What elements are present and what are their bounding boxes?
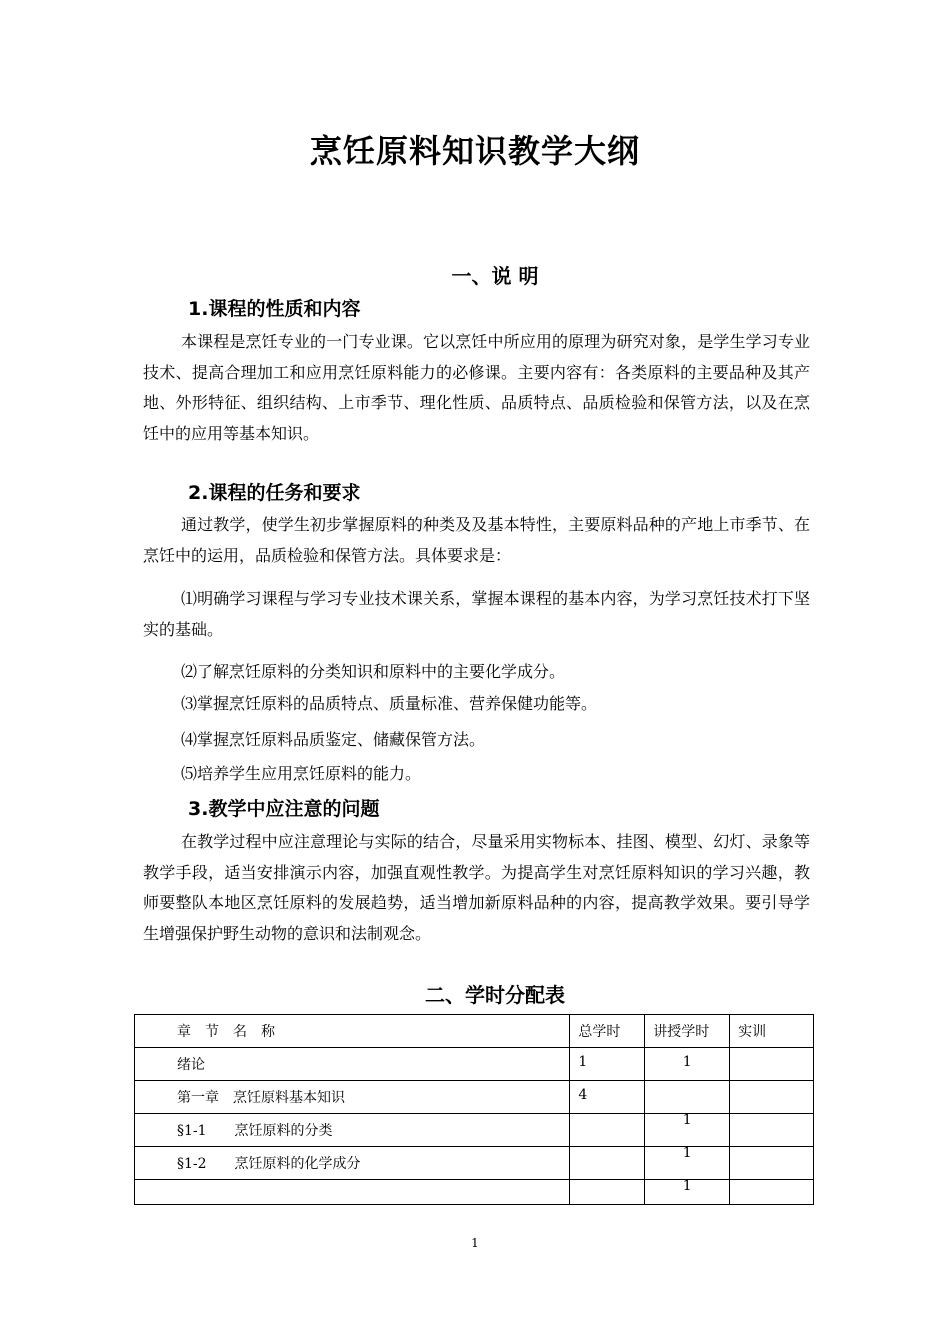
practice-cell [730, 1081, 814, 1114]
chapter-name-cell: §1-1 烹饪原料的分类 [135, 1114, 570, 1147]
lecture-hours-cell: 1 [645, 1180, 730, 1205]
requirement-item-3: ⑶掌握烹饪原料的品质特点、质量标准、营养保健功能等。 [181, 694, 598, 713]
practice-cell [730, 1114, 814, 1147]
paragraph-teaching-notes: 在教学过程中应注意理论与实际的结合，尽量采用实物标本、挂图、模型、幻灯、录象等教学手段，适当安排演示内容，加强直观性教学。为提高学生对烹饪原料知识的学习兴趣，教师要整队本地区烹饪原料的发展趋势，适当增加新原料品种的内容，提高教学效果。要引导学生增强保护野生动物的意识和法制观念。 [143, 832, 810, 943]
header-lecture-hours: 讲授学时 [645, 1015, 730, 1048]
header-total-hours: 总学时 [570, 1015, 645, 1048]
table-header-row [135, 1015, 814, 1048]
total-hours-cell [570, 1147, 645, 1180]
practice-cell [730, 1147, 814, 1180]
requirement-item-4: ⑷掌握烹饪原料品质鉴定、储藏保管方法。 [181, 730, 486, 749]
table-row [135, 1147, 814, 1180]
requirement-item-2: ⑵了解烹饪原料的分类知识和原料中的主要化学成分。 [181, 662, 566, 681]
total-hours-cell: 1 [570, 1048, 645, 1081]
practice-cell [730, 1048, 814, 1081]
paragraph-course-nature: 本课程是烹饪专业的一门专业课。它以烹饪中所应用的原理为研究对象，是学生学习专业技术、提高合理加工和应用烹饪原料能力的必修课。主要内容有：各类原料的主要品种及其产地、外形特征、组织结构、上市季节、理化性质、品质特点、品质检验和保管方法，以及在烹饪中的应用等基本知识。 [143, 332, 810, 443]
paragraph-course-tasks: 通过教学，使学生初步掌握原料的种类及及基本特性，主要原料品种的产地上市季节、在烹饪中的运用，品质检验和保管方法。具体要求是： [143, 515, 810, 565]
chapter-name-cell: 第一章 烹饪原料基本知识 [135, 1081, 570, 1114]
header-chapter-name: 章 节 名 称 [135, 1015, 570, 1048]
total-hours-cell [570, 1180, 645, 1205]
document-title: 烹饪原料知识教学大纲 [309, 132, 640, 170]
hours-allocation-table [134, 1014, 814, 1205]
chapter-name-cell: §1-2 烹饪原料的化学成分 [135, 1147, 570, 1180]
subheading-teaching-notes: 3.教学中应注意的问题 [188, 798, 380, 820]
table-row [135, 1114, 814, 1147]
practice-cell [730, 1180, 814, 1205]
requirement-item-5: ⑸培养学生应用烹饪原料的能力。 [181, 764, 422, 783]
table-row [135, 1180, 814, 1205]
total-hours-cell [570, 1114, 645, 1147]
section-heading-description: 一、说 明 [451, 264, 539, 288]
page-number: 1 [471, 1236, 479, 1250]
lecture-hours-cell: 1 [645, 1048, 730, 1081]
total-hours-cell: 4 [570, 1081, 645, 1114]
chapter-name-cell: 绪论 [135, 1048, 570, 1081]
chapter-name-cell [135, 1180, 570, 1205]
table-row [135, 1048, 814, 1081]
subheading-course-nature: 1.课程的性质和内容 [188, 298, 361, 320]
lecture-hours-cell [645, 1081, 730, 1114]
lecture-hours-cell: 1 [645, 1147, 730, 1180]
requirement-item-1: ⑴明确学习课程与学习专业技术课关系，掌握本课程的基本内容，为学习烹饪技术打下坚实的基础。 [143, 589, 810, 639]
subheading-course-tasks: 2.课程的任务和要求 [188, 482, 361, 504]
section-heading-hours-table: 二、学时分配表 [425, 983, 565, 1007]
table-row [135, 1081, 814, 1114]
lecture-hours-cell: 1 [645, 1114, 730, 1147]
header-practice: 实训 [730, 1015, 814, 1048]
